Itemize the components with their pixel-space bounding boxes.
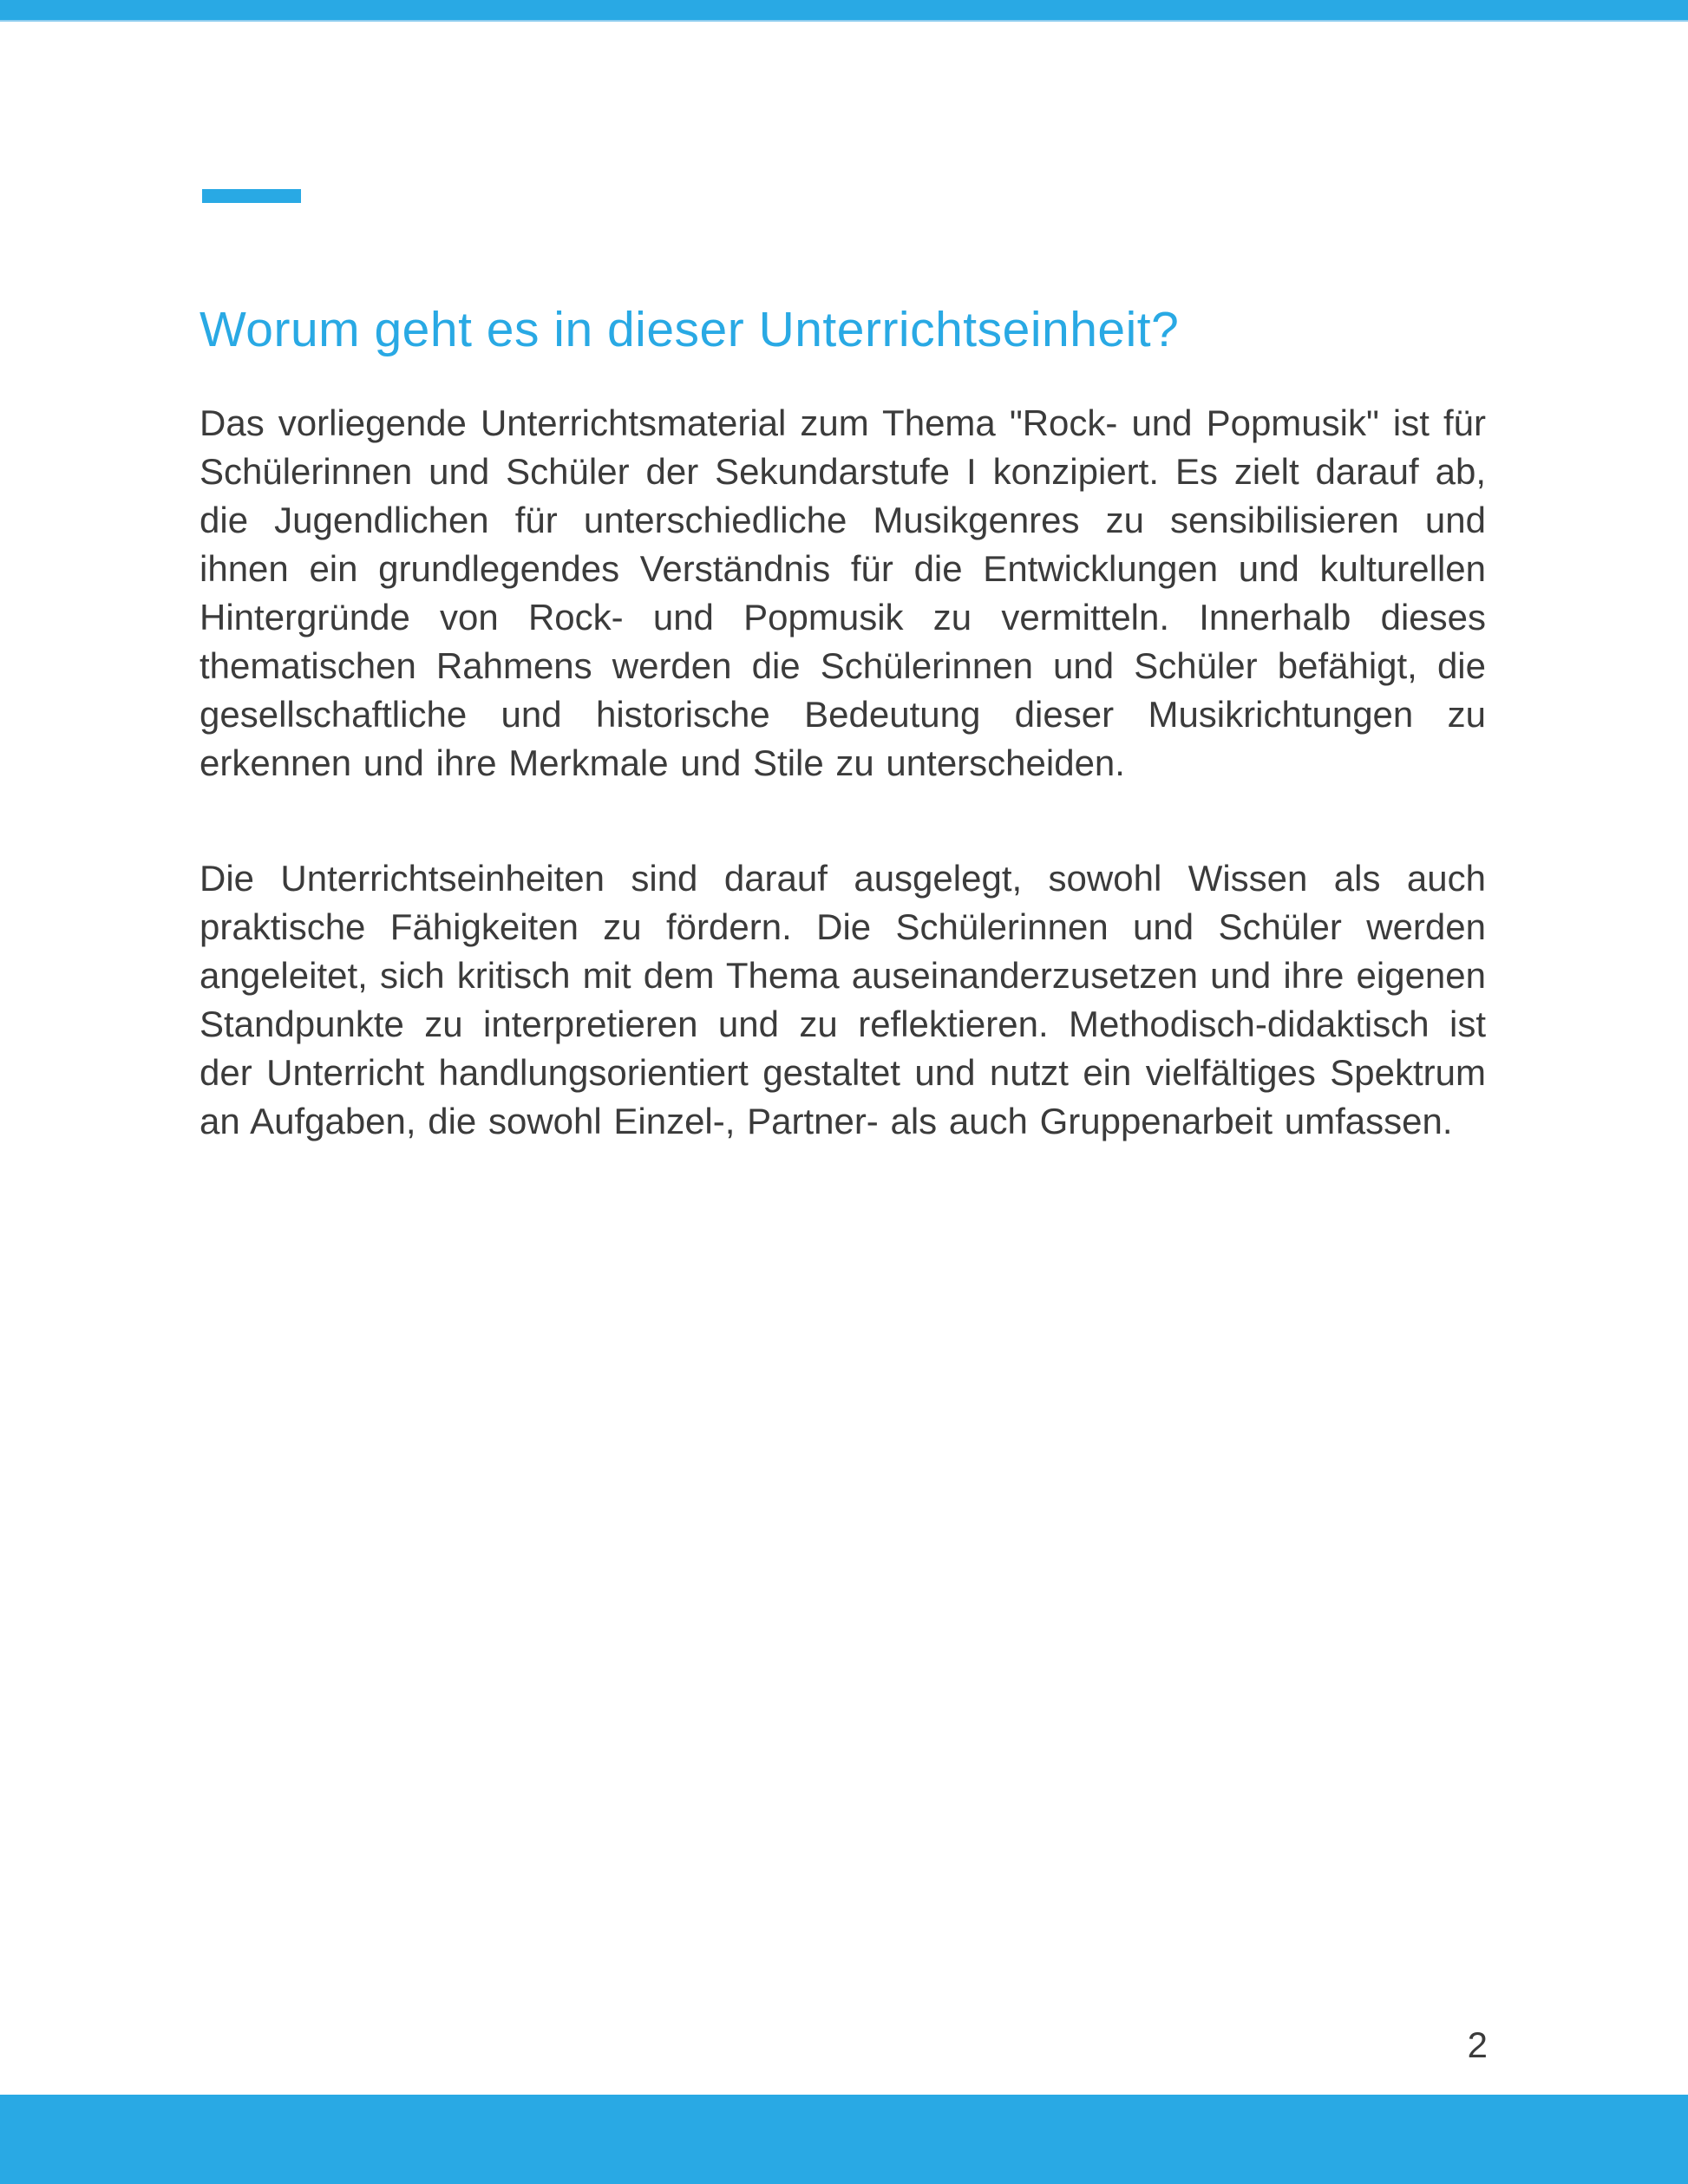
bottom-accent-bar: [0, 2095, 1688, 2184]
accent-dash: [202, 189, 301, 203]
top-accent-bar: [0, 0, 1688, 22]
paragraph-intro: Das vorliegende Unterrichtsmaterial zum Thema "Rock- und Popmusik" ist für Schülerinnen und Schüler der Sekundarstufe I konzipiert. Es zielt darauf ab, die Jugendlichen für unterschiedliche Musikgenres zu sensibilisieren und ihnen ein grundlegendes Verständnis für die Entwicklungen und kulturellen Hintergründe von Rock- und Popmusik zu vermitteln. Innerhalb dieses thematischen Rahmens werden die Schülerinnen und Schüler befähigt, die gesellschaftliche und historische Bedeutung dieser Musikrichtungen zu erkennen und ihre Merkmale und Stile zu unterscheiden.: [200, 402, 1486, 783]
page-number: 2: [1467, 2024, 1488, 2065]
paragraph-methods: Die Unterrichtseinheiten sind darauf ausgelegt, sowohl Wissen als auch praktische Fähigkeiten zu fördern. Die Schülerinnen und Schüler werden angeleitet, sich kritisch mit dem Thema auseinanderzusetzen und ihre eigenen Standpunkte zu interpretieren und zu reflektieren. Methodisch-didaktisch ist der Unterricht handlungsorientiert gestaltet und nutzt ein vielfältiges Spektrum an Aufgaben, die sowohl Einzel-, Partner- als auch Gruppenarbeit umfassen.: [200, 858, 1486, 1141]
page-title: Worum geht es in dieser Unterrichtseinheit?: [200, 302, 1180, 357]
